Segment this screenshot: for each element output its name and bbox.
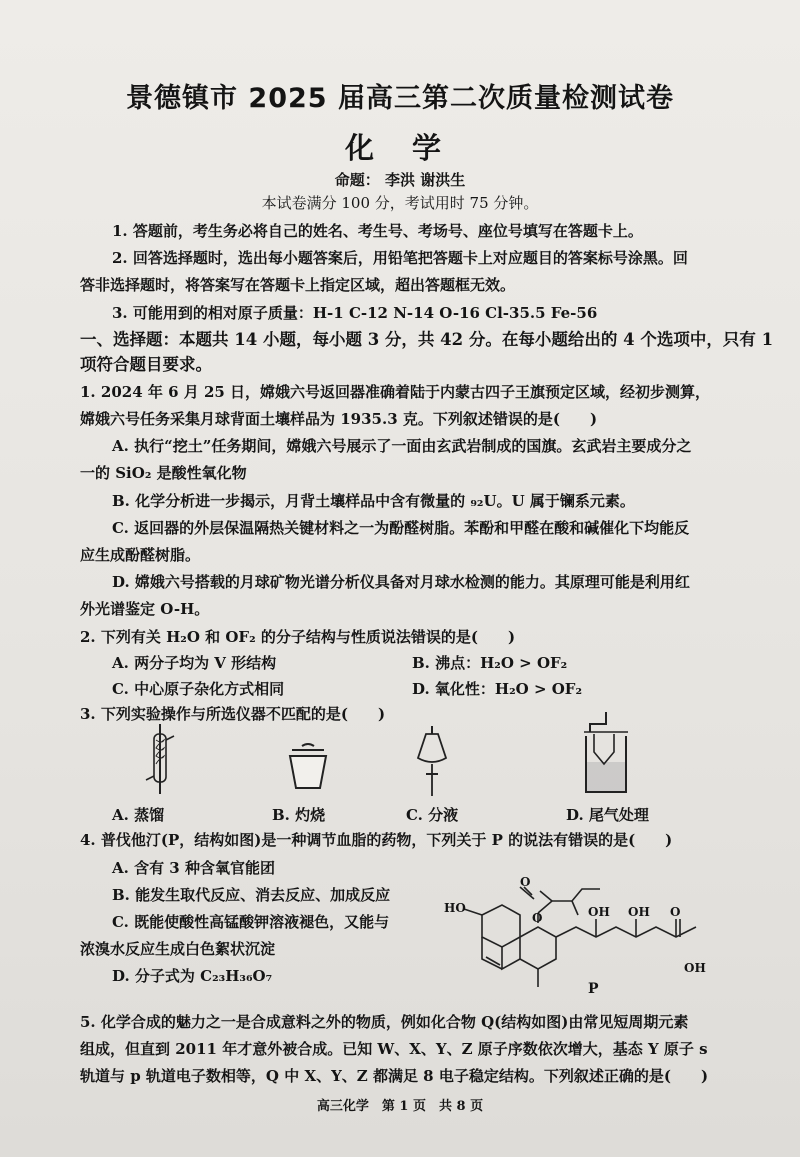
pravastatin-structure	[420, 865, 720, 1015]
separatory-funnel-icon	[412, 726, 452, 796]
q2-option-b: B. 沸点：H₂O > OF₂	[412, 654, 568, 672]
gas-absorption-icon	[580, 712, 632, 796]
note-2: 2. 回答选择题时，选出每小题答案后，用铅笔把答题卡上对应题目的答案标号涂黑。回	[112, 249, 688, 267]
q1-option-a: A. 执行“挖土”任务期间，嫦娥六号展示了一面由玄武岩制成的国旗。玄武岩主要成分之	[112, 437, 692, 455]
score-time-line: 本试卷满分 100 分，考试用时 75 分钟。	[261, 194, 539, 212]
label-oh-1: OH	[588, 905, 610, 919]
section-heading: 一、选择题：本题共 14 小题，每小题 3 分，共 42 分。在每小题给出的 4 个选项中，只有 1	[80, 330, 774, 349]
q3-option-b: B. 灼烧	[272, 806, 326, 824]
q2-stem: 2. 下列有关 H₂O 和 OF₂ 的分子结构与性质说法错误的是( )	[80, 628, 516, 646]
q1-stem: 1. 2024 年 6 月 25 日，嫦娥六号返回器准确着陆于内蒙古四子王旗预定区域，经初步测算，	[80, 383, 711, 401]
page-footer: 高三化学 第 1 页 共 8 页	[316, 1099, 484, 1114]
q5-stem-cont-2: 轨道与 p 轨道电子数相等，Q 中 X、Y、Z 都满足 8 电子稳定结构。下列叙述正确的是( )	[80, 1067, 709, 1085]
q4-option-b: B. 能发生取代反应、消去反应、加成反应	[112, 886, 391, 904]
q2-option-d: D. 氧化性：H₂O > OF₂	[412, 680, 583, 698]
q1-option-a-cont: 一的 SiO₂ 是酸性氧化物	[80, 464, 247, 482]
crucible-icon	[286, 742, 330, 792]
q4-stem: 4. 普伐他汀(P，结构如图)是一种调节血脂的药物，下列关于 P 的说法有错误的是( )	[80, 831, 673, 849]
q2-option-a: A. 两分子均为 V 形结构	[112, 654, 277, 672]
subject-title: 化 学	[344, 131, 456, 165]
q4-option-c-cont: 浓溴水反应生成白色絮状沉淀	[80, 940, 276, 958]
authors-line: 命题： 李洪 谢洪生	[334, 171, 466, 189]
label-p: P	[588, 981, 599, 997]
q5-stem: 5. 化学合成的魅力之一是合成意料之外的物质，例如化合物 Q(结构如图)由常见短周期元素	[80, 1013, 689, 1031]
label-oh-2: OH	[628, 905, 650, 919]
structure-bonds	[420, 865, 720, 1015]
note-2-cont: 答非选择题时，将答案写在答题卡上指定区域，超出答题框无效。	[80, 276, 516, 294]
q5-stem-cont-1: 组成，但直到 2011 年才意外被合成。已知 W、X、Y、Z 原子序数依次增大，基态 Y 原子 s	[80, 1040, 708, 1058]
label-o-acid: O	[670, 905, 681, 919]
label-o-ester: O	[532, 911, 543, 925]
label-oh-acid: OH	[684, 961, 706, 975]
q1-option-d-cont: 外光谱鉴定 O-H。	[80, 600, 210, 618]
exam-title: 景德镇市 2025 届高三第二次质量检测试卷	[126, 83, 674, 114]
q1-option-c-cont: 应生成酚醛树脂。	[80, 546, 201, 564]
q1-stem-cont: 嫦娥六号任务采集月球背面土壤样品为 1935.3 克。下列叙述错误的是( )	[80, 410, 598, 428]
q3-option-c: C. 分液	[406, 806, 459, 824]
note-3: 3. 可能用到的相对原子质量：H-1 C-12 N-14 O-16 Cl-35.5 Fe-56	[112, 304, 598, 322]
q4-option-a: A. 含有 3 种含氧官能团	[112, 859, 275, 877]
q3-option-d: D. 尾气处理	[566, 806, 649, 824]
q4-option-c: C. 既能使酸性高锰酸钾溶液褪色，又能与	[112, 913, 390, 931]
label-ho: HO	[444, 901, 466, 915]
q3-stem: 3. 下列实验操作与所选仪器不匹配的是( )	[80, 705, 386, 723]
condenser-icon	[142, 724, 178, 794]
label-o-carbonyl: O	[520, 875, 531, 889]
note-1: 1. 答题前，考生务必将自己的姓名、考生号、考场号、座位号填写在答题卡上。	[112, 222, 643, 240]
q4-option-d: D. 分子式为 C₂₃H₃₆O₇	[112, 967, 273, 985]
q1-option-c: C. 返回器的外层保温隔热关键材料之一为酚醛树脂。苯酚和甲醛在酸和碱催化下均能反	[112, 519, 690, 537]
q1-option-b: B. 化学分析进一步揭示，月背土壤样品中含有微量的 ₉₂U。U 属于镧系元素。	[112, 492, 635, 510]
section-heading-cont: 项符合题目要求。	[80, 355, 212, 374]
q3-option-a: A. 蒸馏	[112, 806, 165, 824]
q1-option-d: D. 嫦娥六号搭载的月球矿物光谱分析仪具备对月球水检测的能力。其原理可能是利用红	[112, 573, 690, 591]
q2-option-c: C. 中心原子杂化方式相同	[112, 680, 285, 698]
